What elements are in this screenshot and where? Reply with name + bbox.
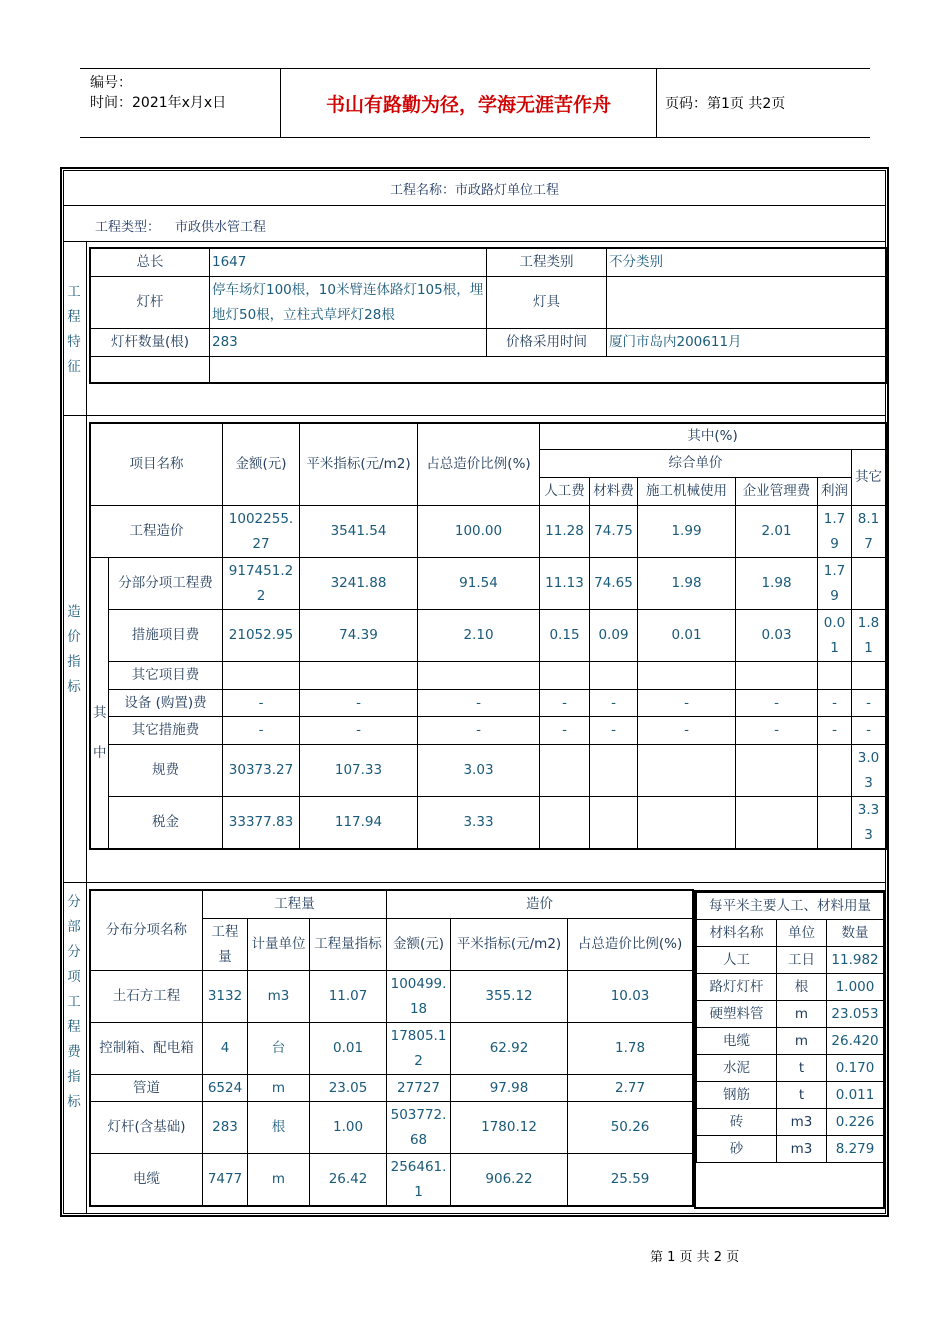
materials-table [696, 892, 884, 1163]
list-item: 钢筋 t 0.011 [697, 1082, 884, 1109]
table-row: 规费 30373.27 107.33 3.03 3.03 [91, 745, 886, 797]
col-labor: 人工费 [540, 478, 590, 506]
col-sqm: 平米指标(元/m2) [300, 424, 418, 506]
empty-cell [210, 357, 886, 383]
col-qty-group: 工程量 [203, 891, 387, 919]
lamp-label: 灯具 [487, 277, 607, 329]
list-item: 电缆 m 26.420 [697, 1028, 884, 1055]
header-page-info: 页码：第1页 共2页 [665, 96, 786, 112]
col-amount: 金额(元) [223, 424, 300, 506]
list-item: 人工 工日 11.982 [697, 947, 884, 974]
price-time-label: 价格采用时间 [487, 329, 607, 357]
price-time-value: 厦门市岛内200611月 [607, 329, 886, 357]
col-cost-group: 造价 [387, 891, 693, 919]
table-row: 其它措施费 - - - - - - - - - [91, 717, 886, 745]
col-mgmt: 企业管理费 [736, 478, 818, 506]
table-row: 设备 (购置)费 - - - - - - - - - [91, 690, 886, 717]
category-label: 工程类别 [487, 249, 607, 277]
side-column-divider [86, 241, 87, 1214]
project-type-label: 工程类型： [95, 220, 161, 235]
project-name: 工程名称：市政路灯单位工程 [389, 183, 559, 198]
empty-cell [91, 357, 210, 383]
page-footer: 第 1 页 共 2 页 [650, 1250, 740, 1265]
number-label: 编号： [90, 75, 132, 91]
category-value: 不分类别 [607, 249, 886, 277]
list-item: 砂 m3 8.279 [697, 1136, 884, 1163]
cost-index-table [90, 423, 886, 849]
count-label: 灯杆数量(根) [91, 329, 210, 357]
col-name: 分布分项名称 [91, 891, 203, 971]
col-ratio: 占总造价比例(%) [568, 919, 693, 971]
col-unit: 计量单位 [248, 919, 310, 971]
table-row: 控制箱、配电箱 4 台 0.01 17805.12 62.92 1.78 [91, 1023, 693, 1075]
features-side-label: 工 程 特 征 [67, 284, 81, 375]
divider [63, 415, 886, 416]
lamp-value [607, 277, 886, 329]
pole-label: 灯杆 [91, 277, 210, 329]
col-qty: 工程量 [203, 919, 248, 971]
table-row: 其 中 分部分项工程费 917451.22 3241.88 91.54 11.13 74.65 1.98 1.98 1.79 [91, 558, 886, 610]
divider [63, 882, 886, 883]
cost-side-label: 造 价 指 标 [67, 604, 81, 695]
mat-col-qty: 数量 [827, 920, 884, 947]
col-amount: 金额(元) [387, 919, 451, 971]
col-item: 项目名称 [91, 424, 223, 506]
col-ratio: 占总造价比例(%) [418, 424, 540, 506]
length-label: 总长 [91, 249, 210, 277]
sub-side-label: 其 中 [91, 558, 109, 849]
table-row: 灯杆(含基础) 283 根 1.00 503772.68 1780.12 50.26 [91, 1102, 693, 1154]
count-value: 283 [210, 329, 487, 357]
table-row: 电缆 7477 m 26.42 256461.1 906.22 25.59 [91, 1154, 693, 1206]
list-item: 硬塑料管 m 23.053 [697, 1001, 884, 1028]
list-item: 水泥 t 0.170 [697, 1055, 884, 1082]
table-row: 管道 6524 m 23.05 27727 97.98 2.77 [91, 1075, 693, 1102]
divider [63, 205, 886, 206]
col-qty-index: 工程量指标 [310, 919, 387, 971]
mat-col-name: 材料名称 [697, 920, 777, 947]
header-motto: 书山有路勤为径，学海无涯苦作舟 [280, 69, 657, 137]
pole-value: 停车场灯100根，10米臂连体路灯105根，埋地灯50根，立柱式草坪灯28根 [210, 277, 487, 329]
mat-col-unit: 单位 [777, 920, 827, 947]
col-of-which: 其中(%) [540, 424, 886, 450]
length-value: 1647 [210, 249, 487, 277]
page-header [80, 68, 870, 138]
col-material: 材料费 [590, 478, 638, 506]
divider [63, 241, 886, 242]
col-unit-price: 综合单价 [540, 450, 852, 478]
col-sqm: 平米指标(元/m2) [451, 919, 568, 971]
col-other: 其它 [852, 450, 886, 506]
sub-index-table [90, 890, 693, 1206]
materials-title: 每平米主要人工、材料用量 [697, 893, 884, 920]
sub-index-side-label: 分 部 分 项 工 程 费 指 标 [67, 894, 81, 1110]
table-row: 工程造价 1002255.27 3541.54 100.00 11.28 74.75 1.99 2.01 1.79 8.17 [91, 506, 886, 558]
project-type-value: 市政供水管工程 [175, 220, 267, 235]
list-item: 路灯灯杆 根 1.000 [697, 974, 884, 1001]
table-row: 税金 33377.83 117.94 3.33 3.33 [91, 797, 886, 849]
col-profit: 利润 [818, 478, 852, 506]
date-label: 时间：2021年x月x日 [90, 95, 227, 111]
list-item: 砖 m3 0.226 [697, 1109, 884, 1136]
header-meta [90, 73, 226, 113]
col-machine: 施工机械使用 [638, 478, 736, 506]
features-table [90, 248, 886, 383]
table-row: 措施项目费 21052.95 74.39 2.10 0.15 0.09 0.01 0.03 0.01 1.81 [91, 610, 886, 662]
table-row: 其它项目费 [91, 662, 886, 690]
table-row: 土石方工程 3132 m3 11.07 100499.18 355.12 10.03 [91, 971, 693, 1023]
